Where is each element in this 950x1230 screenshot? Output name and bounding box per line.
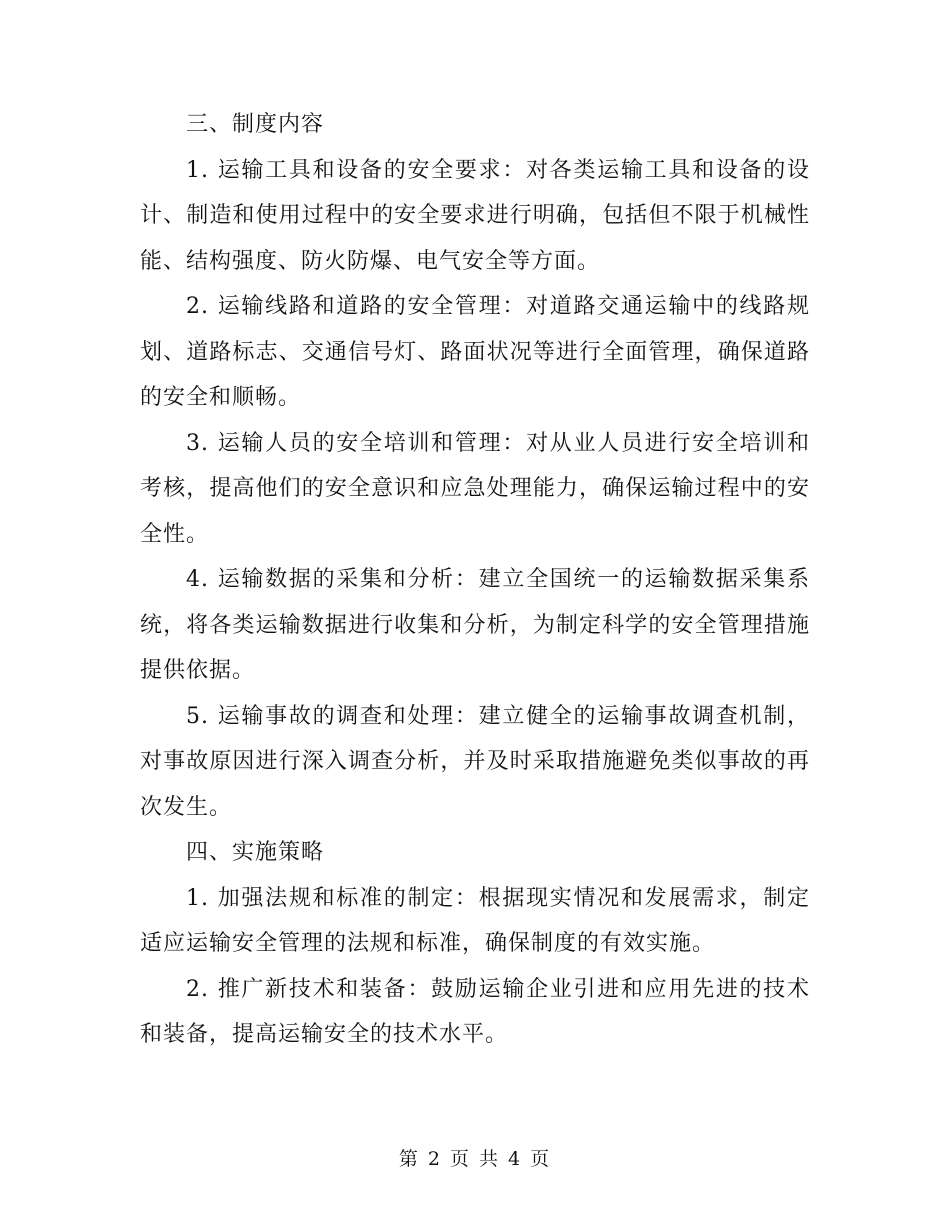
paragraph-item-1: 1. 运输工具和设备的安全要求：对各类运输工具和设备的设计、制造和使用过程中的安全要求进行明确，包括但不限于机械性能、结构强度、防火防爆、电气安全等方面。 [140, 157, 810, 274]
paragraph-item-3: 3. 运输人员的安全培训和管理：对从业人员进行安全培训和考核，提高他们的安全意识和应急处理能力，确保运输过程中的安全性。 [140, 430, 810, 547]
page-number-footer: 第 2 页 共 4 页 [398, 1148, 552, 1170]
paragraph-strategy-1: 1. 加强法规和标准的制定：根据现实情况和发展需求，制定适应运输安全管理的法规和标准，确保制度的有效实施。 [140, 885, 810, 956]
paragraph-item-4: 4. 运输数据的采集和分析：建立全国统一的运输数据采集系统，将各类运输数据进行收集和分析，为制定科学的安全管理措施提供依据。 [140, 567, 810, 683]
section-heading-system-content: 三、制度内容 [186, 112, 325, 137]
paragraph-strategy-2: 2. 推广新技术和装备：鼓励运输企业引进和应用先进的技术和装备，提高运输安全的技术水平。 [140, 976, 810, 1047]
paragraph-item-5: 5. 运输事故的调查和处理：建立健全的运输事故调查机制，对事故原因进行深入调查分析，并及时采取措施避免类似事故的再次发生。 [140, 703, 810, 820]
section-heading-implementation: 四、实施策略 [186, 840, 325, 865]
paragraph-item-2: 2. 运输线路和道路的安全管理：对道路交通运输中的线路规划、道路标志、交通信号灯、路面状况等进行全面管理，确保道路的安全和顺畅。 [140, 294, 810, 410]
document-body [140, 102, 810, 1058]
